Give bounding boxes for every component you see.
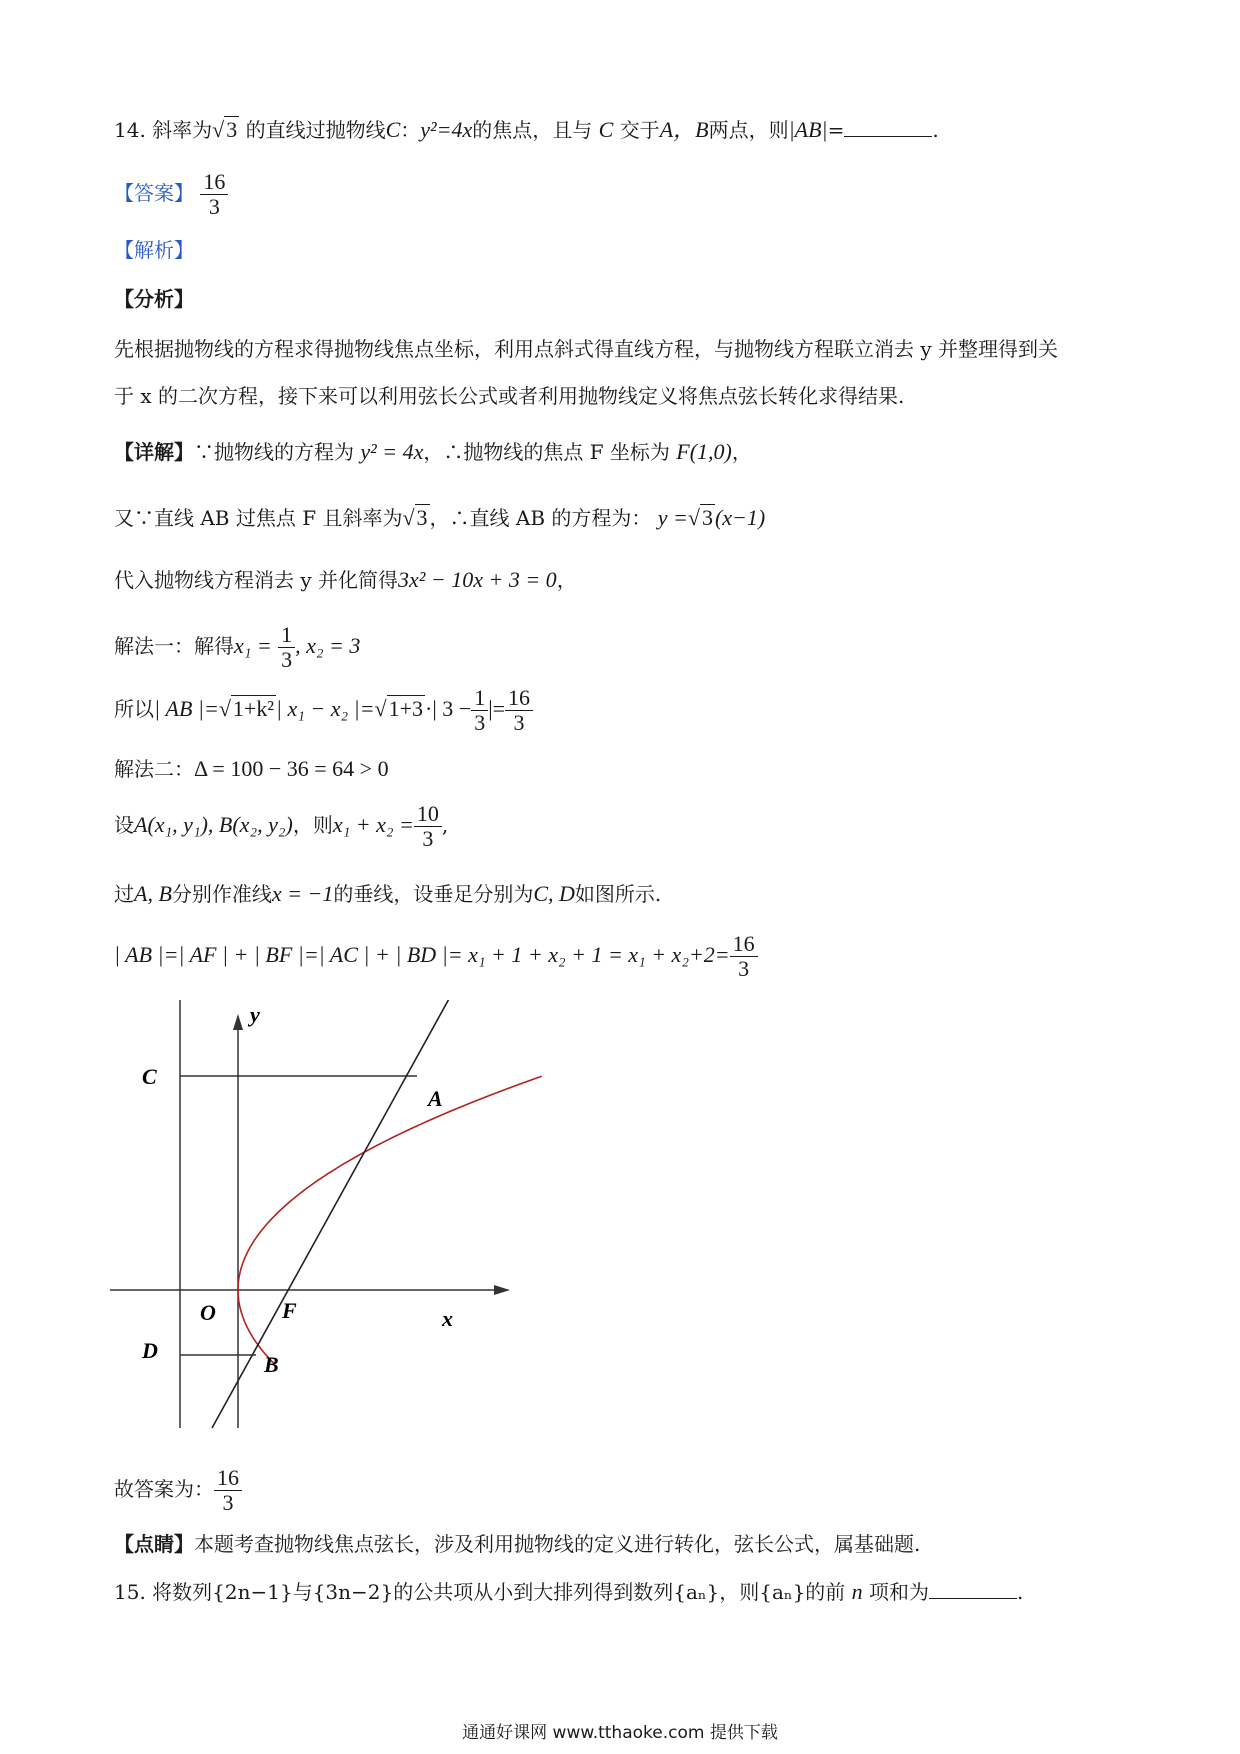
method-1: 解法一：解得x₁ = $\frac{1}{3}$ , x₂ = 3: [114, 622, 361, 672]
method-2-perpendicular: 过A, B分别作准线x = −1的垂线，设垂足分别为C, D如图所示.: [114, 881, 662, 906]
analysis-label: 【解析】: [114, 238, 194, 262]
label-x: x: [442, 1306, 453, 1331]
label-B: B: [264, 1352, 279, 1377]
y-axis-arrow: [233, 1014, 243, 1030]
x-axis-arrow: [494, 1285, 510, 1295]
answer-fraction: $\frac{16}{3}$: [200, 170, 228, 219]
fenxi-line-2: 于 x 的二次方程，接下来可以利用弦长公式或者利用抛物线定义将焦点弦长转化求得结果.: [114, 384, 905, 408]
label-F: F: [282, 1298, 297, 1323]
question-15: 15. 将数列{2n−1}与{3n−2}的公共项从小到大排列得到数列{aₙ}，则{aₙ}的前 n 项和为 .: [114, 1579, 1024, 1604]
fenxi-label: 【分析】: [114, 287, 194, 311]
method-1-result: 所以| AB |=√1+k²| x₁ − x₂ |=√1+3·| 3 − $\frac{1}{3}$ |= $\frac{16}{3}$: [114, 686, 533, 742]
answer-blank-15: [929, 1580, 1017, 1599]
label-O: O: [200, 1300, 216, 1325]
method-2-chain: | AB |=| AF | + | BF |=| AC | + | BD |= x₁ + 1 + x₂ + 1 = x₁ + x₂+2= $\frac{16}{3}$: [114, 932, 758, 988]
label-C: C: [142, 1064, 157, 1089]
label-A: A: [428, 1086, 443, 1111]
sqrt-3: √3: [212, 117, 238, 142]
detail-line-1: 【详解】∵抛物线的方程为 y² = 4x，∴抛物线的焦点 F 坐标为 F(1,0)，: [114, 439, 752, 464]
dianjing-label: 【点睛】: [114, 1532, 194, 1556]
question-number: 14.: [114, 118, 146, 142]
label-y: y: [250, 1002, 260, 1027]
footer: 通通好课网 www.tthaoke.com 提供下载: [462, 1723, 778, 1743]
answer-row: [114, 170, 228, 226]
parabola-figure: [110, 1000, 550, 1440]
final-answer: 故答案为： $\frac{16}{3}$: [114, 1466, 242, 1522]
method-2-set: 设A(x₁, y₁), B(x₂, y₂)，则x₁ + x₂ = $\frac{10}{3}$ ,: [114, 801, 449, 851]
detail-line-2: 又∵直线 AB 过焦点 F 且斜率为√3 ，∴直线 AB 的方程为： y =√3(x−1): [114, 505, 766, 530]
question-14: 14. 斜率为√3 的直线过抛物线C：y²=4x的焦点，且与 C 交于A，B两点，则|AB|= .: [114, 117, 939, 142]
answer-blank: [844, 118, 932, 137]
question-number: 15.: [114, 1580, 146, 1604]
fenxi-line-1: 先根据抛物线的方程求得抛物线焦点坐标，利用点斜式得直线方程，与抛物线方程联立消去 y 并整理得到关: [114, 337, 1059, 361]
label-D: D: [142, 1338, 158, 1363]
detail-label: 【详解】: [114, 440, 194, 464]
method-2: 解法二：Δ = 100 − 36 = 64 > 0: [114, 756, 389, 781]
answer-label: 【答案】: [114, 181, 194, 205]
dianjing: 【点睛】本题考查抛物线焦点弦长，涉及利用抛物线的定义进行转化，弦长公式，属基础题.: [114, 1532, 921, 1556]
detail-line-3: 代入抛物线方程消去 y 并化简得3x² − 10x + 3 = 0，: [114, 567, 577, 592]
chord-line: [212, 1000, 455, 1428]
